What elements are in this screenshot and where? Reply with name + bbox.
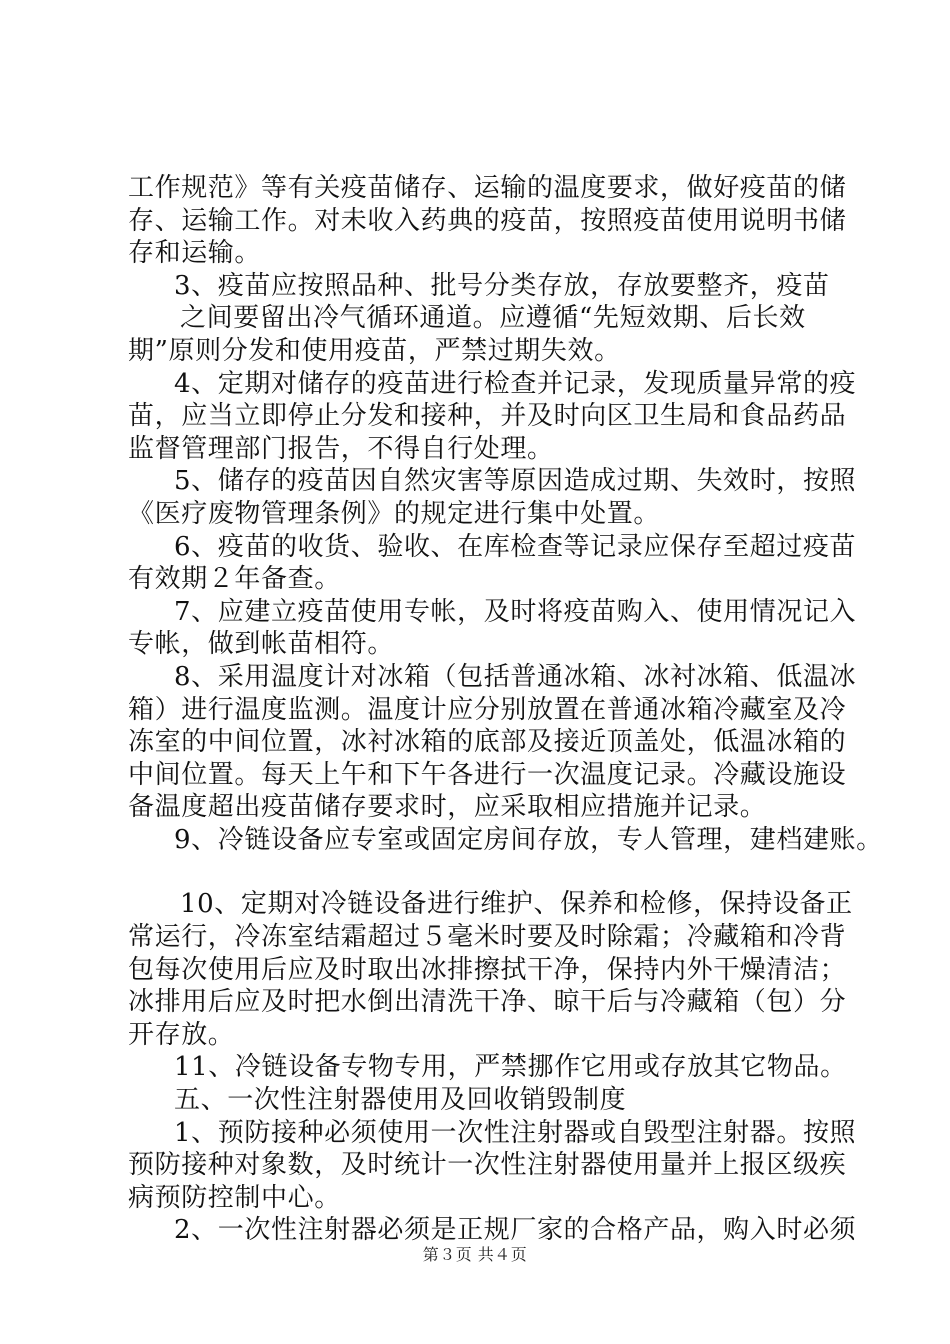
text-line: 之间要留出冷气循环通道。应遵循“先短效期、后长效: [180, 303, 806, 334]
text-line: 冻室的中间位置，冰衬冰箱的底部及接近顶盖处，低温冰箱的: [128, 727, 847, 758]
text-line: 冰排用后应及时把水倒出清洗干净、晾干后与冷藏箱（包）分: [128, 987, 847, 1018]
text-line: 箱）进行温度监测。温度计应分别放置在普通冰箱冷藏室及冷: [128, 694, 847, 725]
text-line: 开存放。: [128, 1019, 235, 1050]
text-line: 常运行，冷冻室结霜超过５毫米时要及时除霜；冷藏箱和冷背: [128, 922, 847, 953]
text-line: 11、冷链设备专物专用，严禁挪作它用或存放其它物品。: [174, 1052, 847, 1083]
text-line: 6、疫苗的收货、验收、在库检查等记录应保存至超过疫苗: [174, 531, 857, 562]
text-line: 3、疫苗应按照品种、批号分类存放，存放要整齐，疫苗: [174, 270, 830, 301]
paragraph-spacer: [128, 856, 848, 888]
text-line: 1、预防接种必须使用一次性注射器或自毁型注射器。按照: [174, 1117, 857, 1148]
text-line: 病预防控制中心。: [128, 1182, 341, 1213]
text-line: 专帐，做到帐苗相符。: [128, 629, 395, 660]
text-line: 监督管理部门报告，不得自行处理。: [128, 433, 554, 464]
text-line: 有效期２年备查。: [128, 564, 341, 595]
text-line: 2、一次性注射器必须是正规厂家的合格产品，购入时必须: [174, 1215, 857, 1246]
text-line: 8、采用温度计对冰箱（包括普通冰箱、冰衬冰箱、低温冰: [174, 661, 857, 692]
text-line: 中间位置。每天上午和下午各进行一次温度记录。冷藏设施设: [128, 759, 847, 790]
text-line: 工作规范》等有关疫苗储存、运输的温度要求，做好疫苗的储: [128, 173, 847, 203]
text-line: 存和运输。: [128, 238, 262, 269]
text-line: 包每次使用后应及时取出冰排擦拭干净，保持内外干燥清洁；: [128, 954, 847, 985]
text-line: 苗，应当立即停止分发和接种，并及时向区卫生局和食品药品: [128, 401, 847, 432]
text-line: 9、冷链设备应专室或固定房间存放，专人管理，建档建账。: [174, 824, 883, 855]
text-line: 4、定期对储存的疫苗进行检查并记录，发现质量异常的疫: [174, 368, 857, 399]
text-line: 存、运输工作。对未收入药典的疫苗，按照疫苗使用说明书储: [128, 205, 847, 236]
text-line: 期”原则分发和使用疫苗，严禁过期失效。: [128, 335, 621, 366]
text-line: 《医疗废物管理条例》的规定进行集中处置。: [128, 498, 661, 529]
document-body: [128, 172, 883, 1247]
text-line: 5、储存的疫苗因自然灾害等原因造成过期、失效时，按照: [174, 466, 857, 497]
text-line: 10、定期对冷链设备进行维护、保养和检修，保持设备正: [180, 889, 853, 920]
text-line: 7、应建立疫苗使用专帐，及时将疫苗购入、使用情况记入: [174, 596, 857, 627]
page-number-footer: 第３页 共４页: [422, 1245, 528, 1264]
section-heading: 五、一次性注射器使用及回收销毁制度: [174, 1085, 627, 1116]
text-line: 备温度超出疫苗储存要求时，应采取相应措施并记录。: [128, 792, 767, 823]
text-line: 预防接种对象数，及时统计一次性注射器使用量并上报区级疾: [128, 1150, 847, 1181]
